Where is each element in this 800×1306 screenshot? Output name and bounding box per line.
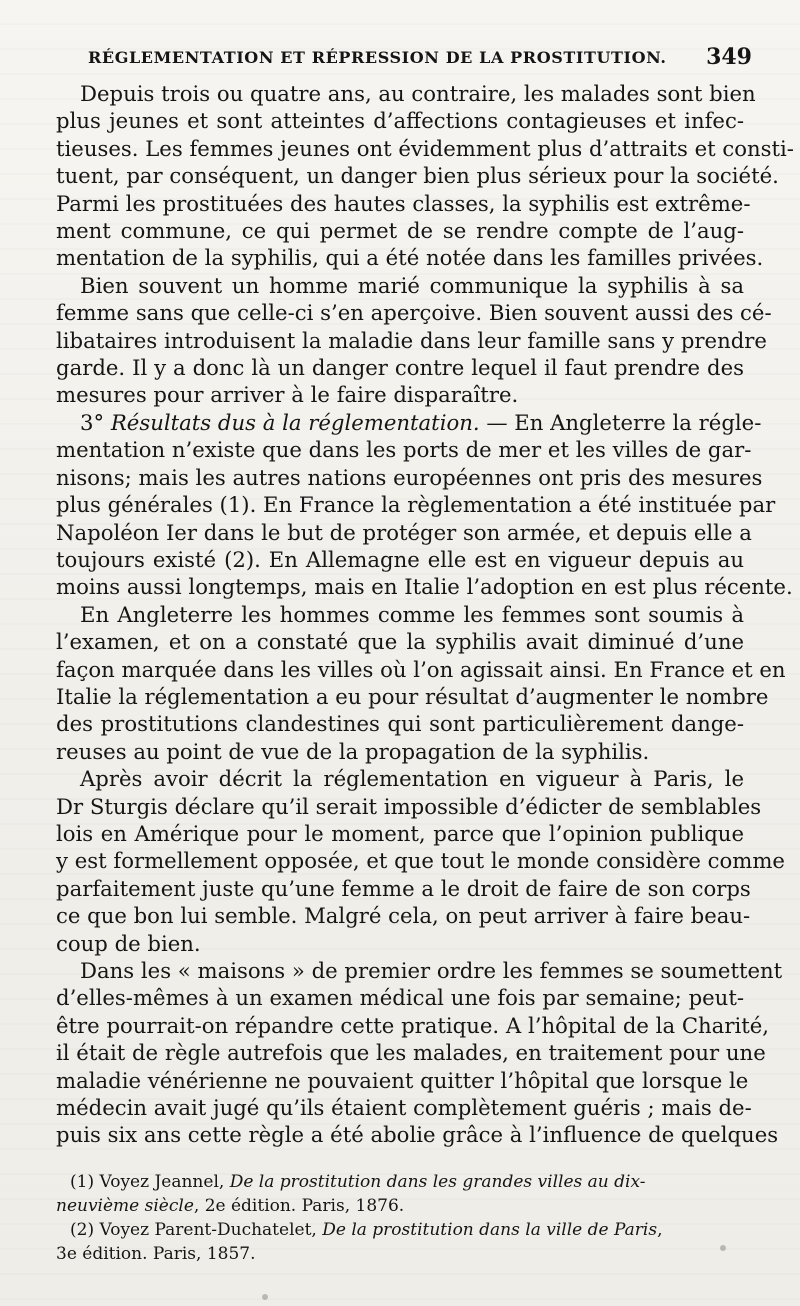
text-line: médecin avait jugé qu’ils étaient complètement guéris ; mais de-	[56, 1095, 752, 1121]
footnote-line	[56, 1242, 744, 1266]
text-line: Depuis trois ou quatre ans, au contraire, les malades sont bien	[80, 81, 756, 106]
text-line: garde. Il y a donc là un danger contre lequel il faut prendre des	[56, 355, 744, 381]
footnote-2	[56, 1218, 744, 1266]
footnote-title: De la prostitution dans les grandes villes au dix-	[229, 1172, 646, 1192]
text-line: façon marquée dans les villes où l’on agissait ainsi. En France et en	[56, 656, 786, 682]
text-line: lois en Amérique pour le moment, parce que l’opinion publique	[56, 820, 744, 846]
text-line: puis six ans cette règle a été abolie grâce à l’influence de quelques	[56, 1122, 779, 1148]
footnote-line	[56, 1194, 744, 1218]
text-line: plus jeunes et sont atteintes d’affections contagieuses et infec-	[56, 108, 744, 134]
footnotes	[56, 1170, 744, 1266]
text-line: Napoléon Ier dans le but de protéger son armée, et depuis elle a	[56, 519, 752, 545]
text-line: y est formellement opposée, et que tout le monde considère comme	[56, 848, 785, 874]
section-number: 3°	[80, 409, 105, 435]
section-heading-line	[56, 409, 762, 436]
paragraph-2	[56, 272, 772, 409]
text-line: moins aussi longtemps, mais en Italie l’adoption en est plus récente.	[56, 574, 793, 600]
page-number: 349	[706, 44, 752, 70]
text-line: il était de règle autrefois que les malades, en traitement pour une	[56, 1040, 766, 1066]
text-line: ce que bon lui semble. Malgré cela, on peut arriver à faire beau-	[56, 903, 751, 929]
footnote-punctuation: ,	[657, 1220, 663, 1240]
text-line: femme sans que celle-ci s’en aperçoive. Bien souvent aussi des cé-	[56, 300, 772, 326]
footnote-marker: (2)	[70, 1220, 95, 1240]
text-line: Dr Sturgis déclare qu’il serait impossible d’édicter de semblables	[56, 793, 762, 819]
text-line: Parmi les prostituées des hautes classes, la syphilis est extrême-	[56, 190, 751, 216]
text-line: des prostitutions clandestines qui sont particulièrement dange-	[56, 711, 744, 737]
footnote-author: Voyez Parent-Duchatelet,	[99, 1220, 323, 1240]
text-line: être pourrait-on répandre cette pratique. A l’hôpital de la Charité,	[56, 1012, 770, 1038]
text-line: toujours existé (2). En Allemagne elle est en vigueur depuis au	[56, 546, 744, 572]
footnote-edition: 3e édition. Paris, 1857.	[56, 1244, 256, 1264]
footnote-line	[70, 1218, 758, 1242]
page-header	[88, 46, 756, 76]
paragraph-1	[56, 80, 794, 272]
text-line: l’examen, et on a constaté que la syphilis avait diminué d’une	[56, 629, 744, 655]
paragraph-5	[56, 765, 785, 957]
footnote-author: Voyez Jeannel,	[99, 1172, 230, 1192]
footnote-title-continued: neuvième siècle	[56, 1196, 194, 1216]
paragraph-4	[56, 601, 786, 765]
paragraph-6	[56, 957, 783, 1149]
text-line: plus générales (1). En France la règlementation a été instituée par	[56, 492, 776, 518]
ink-spot	[720, 1245, 726, 1251]
text-line: tuent, par conséquent, un danger bien plus sérieux pour la société.	[56, 163, 779, 189]
text-line: En Angleterre les hommes comme les femmes sont soumis à	[80, 601, 744, 627]
footnote-edition: , 2e édition. Paris, 1876.	[193, 1196, 405, 1216]
text-line: ment commune, ce qui permet de se rendre compte de l’aug-	[56, 218, 744, 244]
text-line: mentation de la syphilis, qui a été notée dans les familles privées.	[56, 245, 764, 271]
text-line: mentation n’existe que dans les ports de mer et les villes de gar-	[56, 437, 752, 463]
text-line: Bien souvent un homme marié communique la syphilis à sa	[80, 272, 744, 298]
text-line: Après avoir décrit la réglementation en vigueur à Paris, le	[80, 766, 744, 792]
text-line: maladie vénérienne ne pouvaient quitter l’hôpital que lorsque le	[56, 1067, 749, 1093]
text-line: Dans les « maisons » de premier ordre les femmes se soumettent	[80, 958, 783, 983]
section-title: Résultats dus à la réglementation.	[110, 409, 480, 435]
footnote-marker: (1)	[70, 1172, 95, 1192]
ink-spot	[262, 1294, 268, 1300]
text-line: nisons; mais les autres nations européennes ont pris des mesures	[56, 464, 763, 490]
text-line: reuses au point de vue de la propagation de la syphilis.	[56, 738, 650, 764]
footnote-title: De la prostitution dans la ville de Paris	[322, 1220, 658, 1240]
text-line: tieuses. Les femmes jeunes ont évidemment plus d’attraits et consti-	[56, 135, 794, 161]
paragraph-3	[56, 409, 793, 601]
text-line: Italie la réglementation a eu pour résultat d’augmenter le nombre	[56, 683, 769, 709]
body-text	[56, 80, 794, 1149]
text-line: parfaitement juste qu’une femme a le droit de faire de son corps	[56, 875, 751, 901]
text-line: coup de bien.	[56, 930, 201, 956]
footnote-1	[56, 1170, 744, 1218]
section-lead-text: — En Angleterre la régle-	[479, 409, 762, 435]
running-title: RÉGLEMENTATION ET RÉPRESSION DE LA PROSTITUTION.	[88, 48, 667, 67]
text-line: mesures pour arriver à le faire disparaître.	[56, 382, 519, 408]
text-line: libataires introduisent la maladie dans leur famille sans y prendre	[56, 327, 767, 353]
footnote-line	[70, 1170, 758, 1194]
text-line: d’elles-mêmes à un examen médical une fois par semaine; peut-	[56, 985, 744, 1011]
